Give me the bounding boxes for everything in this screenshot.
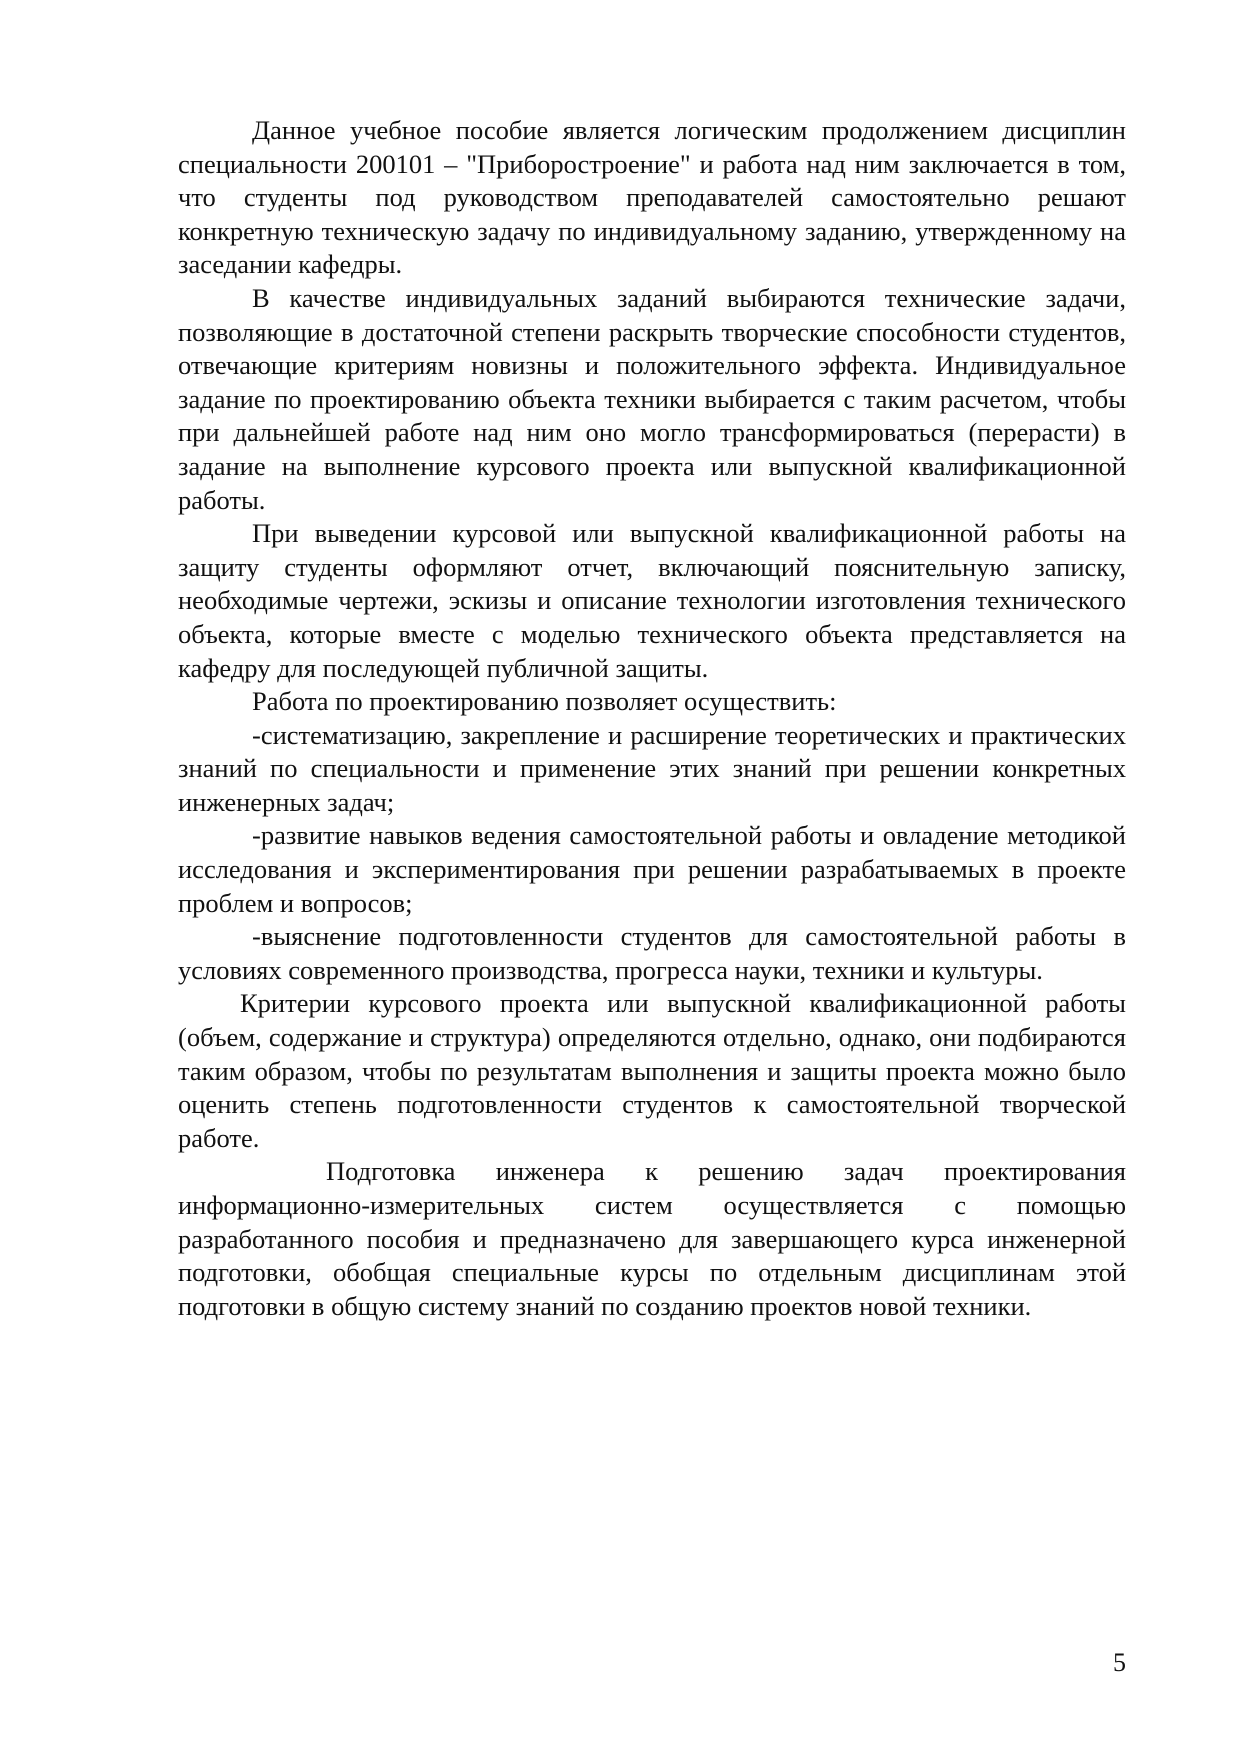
paragraph-goals-intro: Работа по проектированию позволяет осуществить: [252, 686, 837, 717]
paragraph-intro: Данное учебное пособие является логическим продолжением дисциплин специальности 200101 – "Приборостроение" и работа над ним заключается в том, что студенты под руководством преподавателей самостоятельно решают конкретную техническую задачу по индивидуальному заданию, утвержденному на заседании кафедры. [178, 115, 1126, 280]
paragraph-individual-tasks: В качестве индивидуальных заданий выбираются технические задачи, позволяющие в достаточной степени раскрыть творческие способности студентов, отвечающие критериям новизны и положительного эффекта. Индивидуальное задание по проектированию объекта техники выбирается с таким расчетом, чтобы при дальнейшей работе над ним оно могло трансформироваться (перерасти) в задание на выполнение курсового проекта или выпускной квалификационной работы. [178, 282, 1126, 515]
list-item-systematization: -систематизацию, закрепление и расширение теоретических и практических знаний по специальности и применение этих знаний при решении конкретных инженерных задач; [178, 719, 1126, 817]
paragraph-engineer-preparation: Подготовка инженера к решению задач проектирования информационно-измерительных систем осуществляется с помощью разработанного пособия и предназначено для завершающего курса инженерной подготовки, обобщая специальные курсы по отдельным дисциплинам этой подготовки в общую систему знаний по созданию проектов новой техники. [178, 1156, 1126, 1321]
document-body [178, 114, 1126, 1323]
paragraph-defense: При выведении курсовой или выпускной квалификационной работы на защиту студенты оформляют отчет, включающий пояснительную записку, необходимые чертежи, эскизы и описание технологии изготовления технического объекта, которые вместе с моделью технического объекта представляется на кафедру для последующей публичной защиты. [178, 518, 1126, 683]
paragraph-criteria: Критерии курсового проекта или выпускной квалификационной работы (объем, содержание и структура) определяются отдельно, однако, они подбираются таким образом, чтобы по результатам выполнения и защиты проекта можно было оценить степень подготовленности студентов к самостоятельной творческой работе. [178, 988, 1126, 1153]
page-number: 5 [1113, 1648, 1126, 1677]
list-item-skills: -развитие навыков ведения самостоятельной работы и овладение методикой исследования и экспериментирования при решении разрабатываемых в проекте проблем и вопросов; [178, 820, 1126, 918]
list-item-readiness: -выяснение подготовленности студентов для самостоятельной работы в условиях современного производства, прогресса науки, техники и культуры. [178, 921, 1126, 985]
